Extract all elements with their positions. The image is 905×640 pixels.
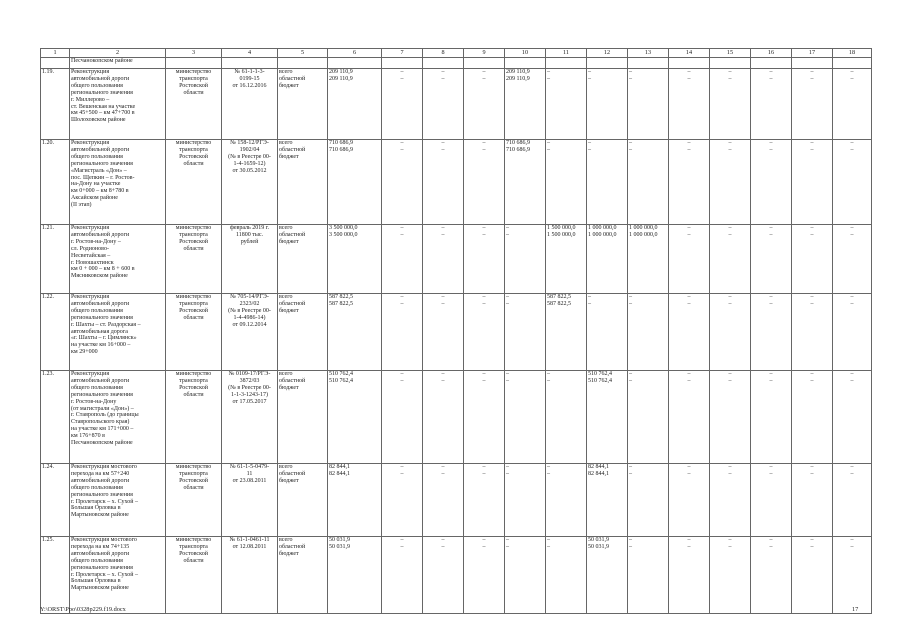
year-amount: – –	[792, 294, 833, 371]
year-amount: – –	[669, 464, 710, 537]
empty-cell	[710, 58, 751, 69]
year-amount: – –	[505, 225, 546, 294]
column-number: 13	[628, 49, 669, 58]
empty-cell	[628, 58, 669, 69]
column-number: 16	[751, 49, 792, 58]
customer-cell: министерство транспорта Ростовской области	[166, 464, 222, 537]
empty-cell	[222, 58, 278, 69]
year-amount: – –	[423, 140, 464, 225]
year-amount: – –	[833, 294, 872, 371]
column-number: 12	[587, 49, 628, 58]
total-amount: 710 686,9 710 686,9	[328, 140, 382, 225]
year-amount: – –	[792, 140, 833, 225]
year-amount: – –	[423, 225, 464, 294]
column-number: 7	[382, 49, 423, 58]
year-amount: – –	[464, 464, 505, 537]
year-amount: – –	[751, 464, 792, 537]
year-amount: – –	[751, 537, 792, 614]
column-number: 10	[505, 49, 546, 58]
year-amount: 82 844,1 82 844,1	[587, 464, 628, 537]
empty-cell	[41, 58, 70, 69]
continuation-row	[41, 58, 872, 69]
year-amount: – –	[628, 371, 669, 464]
column-number: 2	[70, 49, 166, 58]
year-amount: – –	[751, 294, 792, 371]
year-amount: 1 000 000,0 1 000 000,0	[587, 225, 628, 294]
funding-source: всего областной бюджет	[278, 225, 328, 294]
object-name: Реконструкция автомобильной дороги общего пользования регионального значения г. Шахты – ст. Раздорская – автомобильная дорога «г. Шахты – г. Цимлянск» на участке км 16+000 – км 29+000	[70, 294, 166, 371]
year-amount: – –	[710, 225, 751, 294]
year-amount: – –	[423, 464, 464, 537]
empty-cell	[751, 58, 792, 69]
empty-cell	[792, 58, 833, 69]
year-amount: – –	[587, 294, 628, 371]
table-body	[41, 49, 872, 614]
customer-cell: министерство транспорта Ростовской области	[166, 69, 222, 140]
year-amount: – –	[505, 294, 546, 371]
year-amount: – –	[833, 69, 872, 140]
year-amount: – –	[546, 140, 587, 225]
table-row	[41, 225, 872, 294]
year-amount: – –	[792, 225, 833, 294]
total-amount: 50 031,9 50 031,9	[328, 537, 382, 614]
table-row	[41, 371, 872, 464]
year-amount: – –	[710, 371, 751, 464]
year-amount: – –	[587, 69, 628, 140]
year-amount: – –	[710, 69, 751, 140]
column-number: 17	[792, 49, 833, 58]
year-amount: – –	[669, 225, 710, 294]
funding-source: всего областной бюджет	[278, 371, 328, 464]
year-amount: – –	[382, 69, 423, 140]
document-cell: № 61-1-5-0479- 11 от 23.08.2011	[222, 464, 278, 537]
year-amount: – –	[546, 69, 587, 140]
column-number: 15	[710, 49, 751, 58]
year-amount: – –	[423, 537, 464, 614]
year-amount: – –	[546, 464, 587, 537]
continuation-text: Песчанокопском районе	[70, 58, 166, 69]
object-name: Реконструкция мостового перехода на км 74+135 автомобильной дороги общего пользования регионального значения г. Пролетарск – х. Сухой – Большая Орловка в Мартыновском районе	[70, 537, 166, 614]
funding-source: всего областной бюджет	[278, 69, 328, 140]
empty-cell	[669, 58, 710, 69]
table-row	[41, 537, 872, 614]
page-number: 17	[852, 606, 859, 613]
empty-cell	[382, 58, 423, 69]
object-name: Реконструкция автомобильной дороги общего пользования регионального значения г. Миллерово – ст. Вешенская на участке км 45+500 – км 47+700 в Шолоховском районе	[70, 69, 166, 140]
year-amount: – –	[628, 537, 669, 614]
year-amount: – –	[464, 140, 505, 225]
year-amount: – –	[833, 371, 872, 464]
empty-cell	[833, 58, 872, 69]
total-amount: 587 822,5 587 822,5	[328, 294, 382, 371]
year-amount: – –	[464, 225, 505, 294]
year-amount: – –	[751, 140, 792, 225]
year-amount: – –	[423, 69, 464, 140]
column-number-row	[41, 49, 872, 58]
year-amount: – –	[423, 294, 464, 371]
column-number: 14	[669, 49, 710, 58]
row-number: 1.25.	[41, 537, 70, 614]
year-amount: – –	[792, 464, 833, 537]
file-path: Y:\ORST\Ppo\0328p229.f19.docx	[40, 606, 126, 613]
year-amount: – –	[792, 537, 833, 614]
year-amount: – –	[751, 371, 792, 464]
empty-cell	[587, 58, 628, 69]
empty-cell	[546, 58, 587, 69]
column-number: 18	[833, 49, 872, 58]
year-amount: – –	[382, 140, 423, 225]
document-cell: февраль 2019 г. 11800 тыс. рублей	[222, 225, 278, 294]
year-amount: – –	[833, 140, 872, 225]
year-amount: – –	[628, 140, 669, 225]
column-number: 11	[546, 49, 587, 58]
object-name: Реконструкция автомобильной дороги общего пользования регионального значения «Магистраль «Дон» – пос. Щепкин – г. Ростов- на-Дону на участке км 0+000 – км 8+780 в Аксайском районе (II этап)	[70, 140, 166, 225]
year-amount: – –	[464, 294, 505, 371]
year-amount: – –	[382, 225, 423, 294]
table-row	[41, 140, 872, 225]
total-amount: 510 762,4 510 762,4	[328, 371, 382, 464]
empty-cell	[166, 58, 222, 69]
column-number: 9	[464, 49, 505, 58]
year-amount: 1 500 000,0 1 500 000,0	[546, 225, 587, 294]
year-amount: – –	[751, 69, 792, 140]
year-amount: – –	[833, 225, 872, 294]
year-amount: – –	[710, 537, 751, 614]
customer-cell: министерство транспорта Ростовской области	[166, 294, 222, 371]
year-amount: 587 822,5 587 822,5	[546, 294, 587, 371]
year-amount: – –	[628, 294, 669, 371]
document-cell: № 158-12/РГЭ- 1902/04 (№ в Реестре 00- 1-4-1659-12) от 30.05.2012	[222, 140, 278, 225]
column-number: 8	[423, 49, 464, 58]
year-amount: – –	[464, 69, 505, 140]
funding-source: всего областной бюджет	[278, 537, 328, 614]
year-amount: – –	[833, 537, 872, 614]
row-number: 1.19.	[41, 69, 70, 140]
year-amount: – –	[669, 140, 710, 225]
row-number: 1.22.	[41, 294, 70, 371]
year-amount: – –	[505, 537, 546, 614]
empty-cell	[464, 58, 505, 69]
row-number: 1.23.	[41, 371, 70, 464]
empty-cell	[278, 58, 328, 69]
customer-cell: министерство транспорта Ростовской области	[166, 537, 222, 614]
column-number: 1	[41, 49, 70, 58]
year-amount: 209 110,9 209 110,9	[505, 69, 546, 140]
year-amount: 1 000 000,0 1 000 000,0	[628, 225, 669, 294]
column-number: 5	[278, 49, 328, 58]
document-cell: № 0109-17/РГЭ- 3872/03 (№ в Реестре 00- 1-1-3-1243-17) от 17.05.2017	[222, 371, 278, 464]
year-amount: – –	[669, 69, 710, 140]
customer-cell: министерство транспорта Ростовской области	[166, 225, 222, 294]
table-row	[41, 69, 872, 140]
empty-cell	[423, 58, 464, 69]
year-amount: – –	[751, 225, 792, 294]
total-amount: 82 844,1 82 844,1	[328, 464, 382, 537]
document-cell: № 61-1-1-3- 0199-15 от 16.12.2016	[222, 69, 278, 140]
year-amount: – –	[669, 537, 710, 614]
year-amount: – –	[833, 464, 872, 537]
empty-cell	[505, 58, 546, 69]
document-cell: № 705-14/РГЭ- 2323/02 (№ в Реестре 00- 1-4-4986-14) от 09.12.2014	[222, 294, 278, 371]
object-name: Реконструкция автомобильной дороги г. Ростов-на-Дону – сл. Родионово- Несветайская – г. Новошахтинск км 0 + 000 – км 8 + 600 в Мясниковском районе	[70, 225, 166, 294]
customer-cell: министерство транспорта Ростовской области	[166, 371, 222, 464]
year-amount: – –	[710, 140, 751, 225]
year-amount: – –	[382, 537, 423, 614]
column-number: 3	[166, 49, 222, 58]
object-name: Реконструкция автомобильной дороги общего пользования регионального значения г. Ростов-на-Дону (от магистрали «Дон») – г. Ставрополь (до границы Ставропольского края) на участке км 171+000 – км 176+870 в Песчанокопском районе	[70, 371, 166, 464]
funding-source: всего областной бюджет	[278, 294, 328, 371]
total-amount: 3 500 000,0 3 500 000,0	[328, 225, 382, 294]
total-amount: 209 110,9 209 110,9	[328, 69, 382, 140]
empty-cell	[328, 58, 382, 69]
column-number: 6	[328, 49, 382, 58]
year-amount: – –	[669, 371, 710, 464]
year-amount: – –	[669, 294, 710, 371]
year-amount: – –	[505, 371, 546, 464]
investment-table	[40, 48, 872, 614]
document-cell: № 61-1-0461-11 от 12.08.2011	[222, 537, 278, 614]
year-amount: – –	[505, 464, 546, 537]
funding-source: всего областной бюджет	[278, 464, 328, 537]
year-amount: – –	[792, 371, 833, 464]
year-amount: – –	[464, 537, 505, 614]
column-number: 4	[222, 49, 278, 58]
year-amount: – –	[464, 371, 505, 464]
year-amount: – –	[628, 464, 669, 537]
year-amount: 710 686,9 710 686,9	[505, 140, 546, 225]
year-amount: – –	[792, 69, 833, 140]
year-amount: 510 762,4 510 762,4	[587, 371, 628, 464]
year-amount: – –	[628, 69, 669, 140]
year-amount: – –	[710, 294, 751, 371]
year-amount: – –	[587, 140, 628, 225]
year-amount: – –	[710, 464, 751, 537]
year-amount: – –	[382, 371, 423, 464]
year-amount: – –	[423, 371, 464, 464]
row-number: 1.20.	[41, 140, 70, 225]
year-amount: – –	[382, 294, 423, 371]
year-amount: – –	[382, 464, 423, 537]
funding-source: всего областной бюджет	[278, 140, 328, 225]
table-row	[41, 464, 872, 537]
customer-cell: министерство транспорта Ростовской области	[166, 140, 222, 225]
object-name: Реконструкция мостового перехода на км 57+240 автомобильной дороги общего пользования регионального значения г. Пролетарск – х. Сухой – Большая Орловка в Мартыновском районе	[70, 464, 166, 537]
row-number: 1.21.	[41, 225, 70, 294]
table-row	[41, 294, 872, 371]
row-number: 1.24.	[41, 464, 70, 537]
year-amount: – –	[546, 537, 587, 614]
year-amount: – –	[546, 371, 587, 464]
year-amount: 50 031,9 50 031,9	[587, 537, 628, 614]
